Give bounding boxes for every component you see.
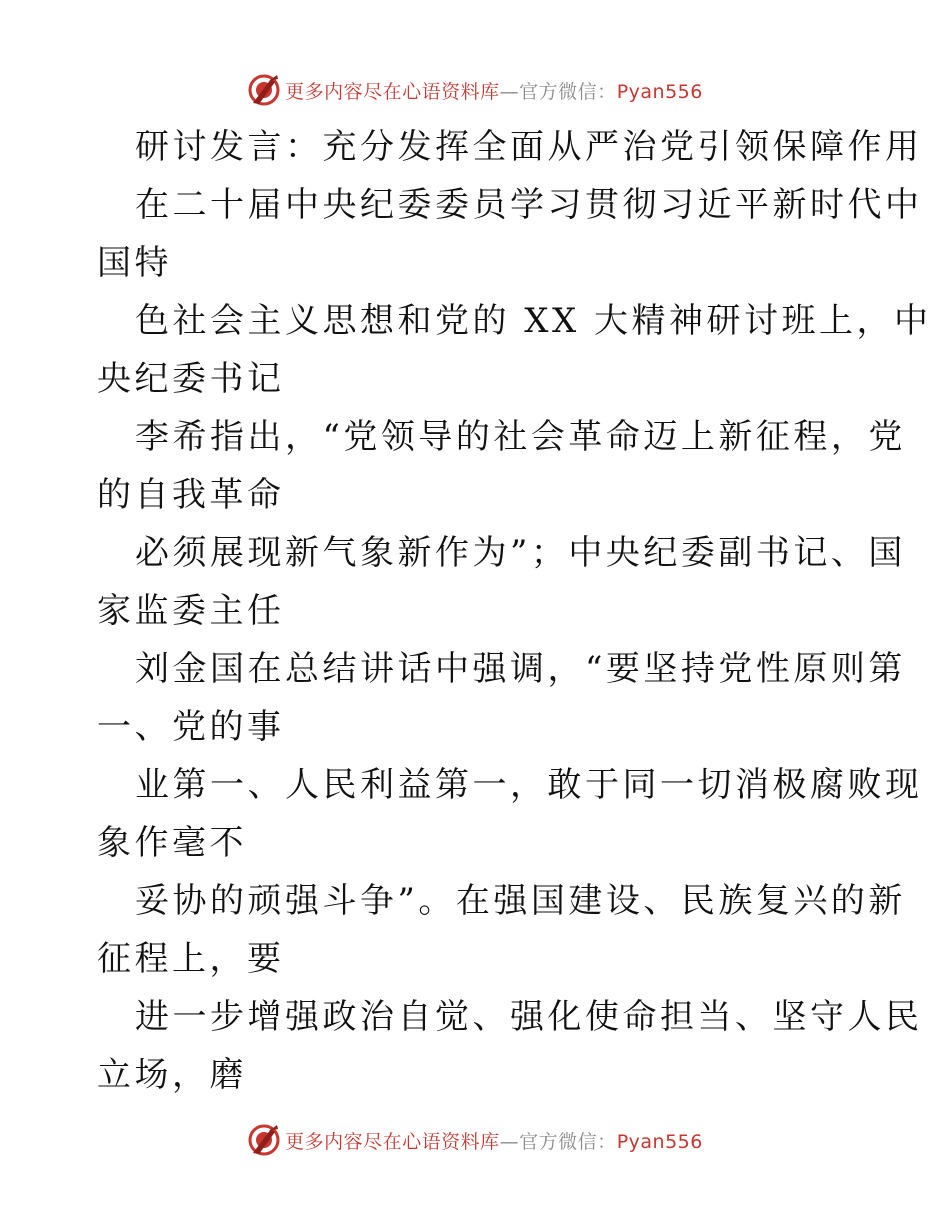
text-line: 国特	[97, 243, 172, 283]
watermark-site-name: 更多内容尽在心语资料库	[285, 80, 500, 103]
text-line: 业第一、人民利益第一，敢于同一切消极腐败现	[135, 765, 923, 805]
watermark-wechat-id: Pyan556	[616, 1130, 703, 1153]
watermark-site-name: 更多内容尽在心语资料库	[285, 1130, 500, 1153]
text-line: 象作毫不	[97, 823, 247, 863]
text-line: 妥协的顽强斗争”。在强国建设、民族复兴的新	[135, 881, 906, 921]
text-line: 刘金国在总结讲话中强调，“要坚持党性原则第	[135, 649, 906, 689]
text-line: 在二十届中央纪委委员学习贯彻习近平新时代中	[135, 185, 923, 225]
watermark-text	[285, 77, 703, 104]
watermark-wechat-label: 官方微信：	[519, 80, 617, 103]
text-line: 进一步增强政治自觉、强化使命担当、坚守人民	[135, 997, 923, 1037]
text-line: 征程上，要	[97, 939, 285, 979]
text-line: 家监委主任	[97, 591, 285, 631]
text-line: 一、党的事	[97, 707, 285, 747]
document-body	[97, 118, 932, 1104]
watermark-separator: —	[499, 1130, 520, 1153]
watermark-wechat-id: Pyan556	[616, 80, 703, 103]
watermark-wechat-label: 官方微信：	[519, 1130, 617, 1153]
text-line: 的自我革命	[97, 475, 285, 515]
text-line: 央纪委书记	[97, 359, 285, 399]
text-line: 立场，磨	[97, 1055, 247, 1095]
quill-seal-logo-icon	[247, 1123, 281, 1157]
header-watermark	[0, 70, 950, 110]
text-line: 研讨发言：充分发挥全面从严治党引领保障作用	[135, 127, 923, 167]
footer-watermark	[0, 1120, 950, 1160]
watermark-separator: —	[499, 80, 520, 103]
text-line: 必须展现新气象新作为”；中央纪委副书记、国	[135, 533, 906, 573]
quill-seal-logo-icon	[247, 73, 281, 107]
text-line: 李希指出，“党领导的社会革命迈上新征程，党	[135, 417, 906, 457]
watermark-text	[285, 1127, 703, 1154]
text-line: 色社会主义思想和党的 XX 大精神研讨班上，中	[135, 301, 932, 341]
